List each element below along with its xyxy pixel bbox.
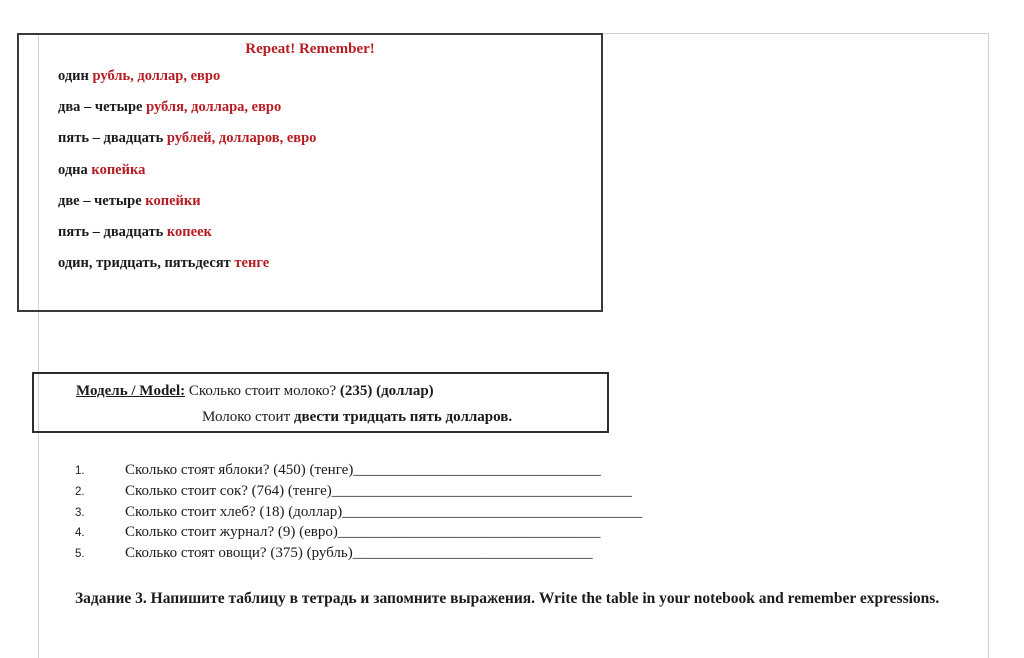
exercise-number: 3. [75,506,85,519]
model-answer-bold: двести тридцать пять долларов. [293,409,513,425]
rule-line [58,61,601,92]
exercise-number: 5. [75,548,85,561]
rule-line [58,186,601,217]
table-gridline-right [988,33,989,658]
rule-currency: тенге [234,255,270,272]
exercise-number: 2. [75,485,85,498]
rule-quantity: одна [58,161,92,178]
model-label: Модель / Model: [76,383,186,399]
repeat-box-title: Repeat! Remember! [245,41,375,57]
rule-currency: копеек [166,224,212,241]
exercise-item [75,523,642,544]
exercise-number: 4. [75,527,85,540]
model-question: Сколько стоит молоко? [185,383,340,399]
task-3-instructions: Задание 3. Напишите таблицу в тетрадь и запомните выражения. Write the table in your notebook and remember expressions. [75,590,940,607]
answer-blank-line: ___________________________________ [337,524,601,541]
rule-currency: копейки [145,192,201,209]
rule-quantity: пять – двадцать [58,224,167,241]
rule-line [58,92,601,123]
exercise-item [75,461,642,482]
answer-blank-line: _________________________________ [353,462,601,478]
model-question-values: (235) (доллар) [339,383,434,399]
exercise-item [75,503,642,524]
rule-currency: рубль, доллар, евро [92,68,221,84]
exercise-item [75,544,642,565]
exercise-question: Сколько стоит хлеб? (18) (доллар) [125,503,343,520]
rule-line [58,155,601,186]
exercise-list [75,461,642,565]
model-answer-line [34,403,607,431]
answer-blank-line: ________________________________________ [342,503,643,520]
rule-line [58,248,601,279]
exercise-question: Сколько стоят яблоки? (450) (тенге) [125,462,354,478]
model-answer-plain: Молоко стоит [202,409,294,425]
rule-currency: копейка [91,161,146,178]
rule-quantity: один, тридцать, пятьдесят [58,255,235,272]
currency-rules-list [19,61,601,279]
rule-quantity: два – четыре [58,99,147,116]
exercise-question: Сколько стоит сок? (764) (тенге) [125,482,332,499]
rule-line [58,123,601,154]
answer-blank-line: ________________________________ [352,545,593,562]
rule-currency: рубля, доллара, евро [146,99,282,116]
exercise-number: 1. [75,465,85,477]
rule-quantity: пять – двадцать [58,130,167,147]
exercise-item [75,482,642,503]
model-example-box [32,372,609,433]
answer-blank-line: ________________________________________ [331,482,632,499]
exercise-question: Сколько стоит журнал? (9) (евро) [125,524,338,541]
rule-line [58,217,601,248]
rule-quantity: две – четыре [58,192,146,209]
repeat-remember-box [17,33,603,312]
rule-quantity: один [58,68,93,84]
model-question-line [34,379,607,403]
exercise-question: Сколько стоят овощи? (375) (рубль) [125,545,353,562]
rule-currency: рублей, долларов, евро [166,130,317,147]
